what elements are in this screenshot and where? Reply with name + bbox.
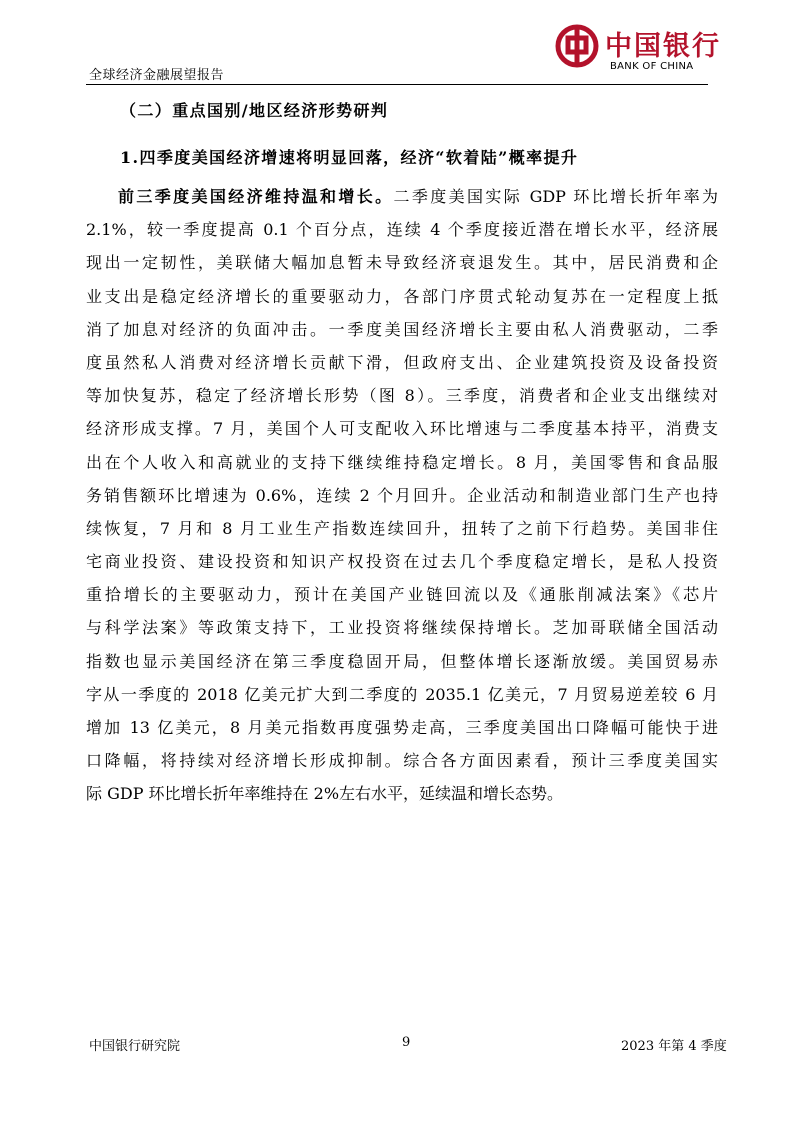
- paragraph-line: 经济形成支撑。7 月，美国个人可支配收入环比增速与二季度基本持平，消费支: [86, 419, 718, 439]
- paragraph-line: 字从一季度的 2018 亿美元扩大到二季度的 2035.1 亿美元，7 月贸易逆差较 6 月: [86, 684, 718, 704]
- paragraph-line: 口降幅，将持续对经济增长形成抑制。综合各方面因素看，预计三季度美国实: [86, 751, 718, 771]
- page-number: 9: [402, 1035, 411, 1050]
- paragraph-line: 消了加息对经济的负面冲击。一季度美国经济增长主要由私人消费驱动，二季: [86, 319, 718, 339]
- bank-of-china-emblem-icon: [555, 24, 599, 68]
- paragraph-line: [86, 180, 718, 213]
- paragraph-line: 与科学法案》等政策支持下，工业投资将继续保持增长。芝加哥联储全国活动: [86, 618, 718, 638]
- header-divider: [86, 84, 708, 85]
- paragraph-line: 等加快复苏，稳定了经济增长形势（图 8）。三季度，消费者和企业支出继续对: [86, 386, 718, 406]
- logo-chinese-text: 中国银行: [605, 31, 721, 62]
- paragraph-line: 际 GDP 环比增长折年率维持在 2%左右水平，延续温和增长态势。: [86, 784, 564, 804]
- footer-period: 2023 年第 4 季度: [621, 1039, 727, 1054]
- paragraph-line: 续恢复，7 月和 8 月工业生产指数连续回升，扭转了之前下行趋势。美国非住: [86, 518, 718, 538]
- paragraph-line: 务销售额环比增速为 0.6%，连续 2 个月回升。企业活动和制造业部门生产也持: [86, 485, 718, 505]
- subsection-heading: 1.四季度美国经济增速将明显回落，经济“软着陆”概率提升: [120, 148, 579, 167]
- bank-of-china-logo: [555, 22, 721, 82]
- body-paragraph: [86, 180, 718, 811]
- report-title: 全球经济金融展望报告: [89, 68, 225, 83]
- section-heading: （二）重点国别/地区经济形势研判: [120, 101, 389, 120]
- logo-english-text: BANK OF CHINA: [610, 61, 694, 72]
- paragraph-line: 出在个人收入和高就业的支持下继续维持稳定增长。8 月，美国零售和食品服: [86, 452, 718, 472]
- footer-organization: 中国银行研究院: [89, 1039, 181, 1054]
- paragraph-lead: 前三季度美国经济维持温和增长。: [118, 187, 394, 206]
- paragraph-line: 2.1%，较一季度提高 0.1 个百分点，连续 4 个季度接近潜在增长水平，经济展: [86, 220, 718, 240]
- paragraph-line: 重拾增长的主要驱动力，预计在美国产业链回流以及《通胀削减法案》《芯片: [86, 585, 718, 605]
- paragraph-line: 指数也显示美国经济在第三季度稳固开局，但整体增长逐渐放缓。美国贸易赤: [86, 651, 718, 671]
- paragraph-line-text: 二季度美国实际 GDP 环比增长折年率为: [393, 187, 718, 206]
- paragraph-line: 度虽然私人消费对经济增长贡献下滑，但政府支出、企业建筑投资及设备投资: [86, 352, 718, 372]
- paragraph-line: 业支出是稳定经济增长的重要驱动力，各部门序贯式轮动复苏在一定程度上抵: [86, 286, 718, 306]
- paragraph-line: 宅商业投资、建设投资和知识产权投资在过去几个季度稳定增长，是私人投资: [86, 552, 718, 572]
- paragraph-line: 现出一定韧性，美联储大幅加息暂未导致经济衰退发生。其中，居民消费和企: [86, 253, 718, 273]
- paragraph-line: 增加 13 亿美元，8 月美元指数再度强势走高，三季度美国出口降幅可能快于进: [86, 718, 718, 737]
